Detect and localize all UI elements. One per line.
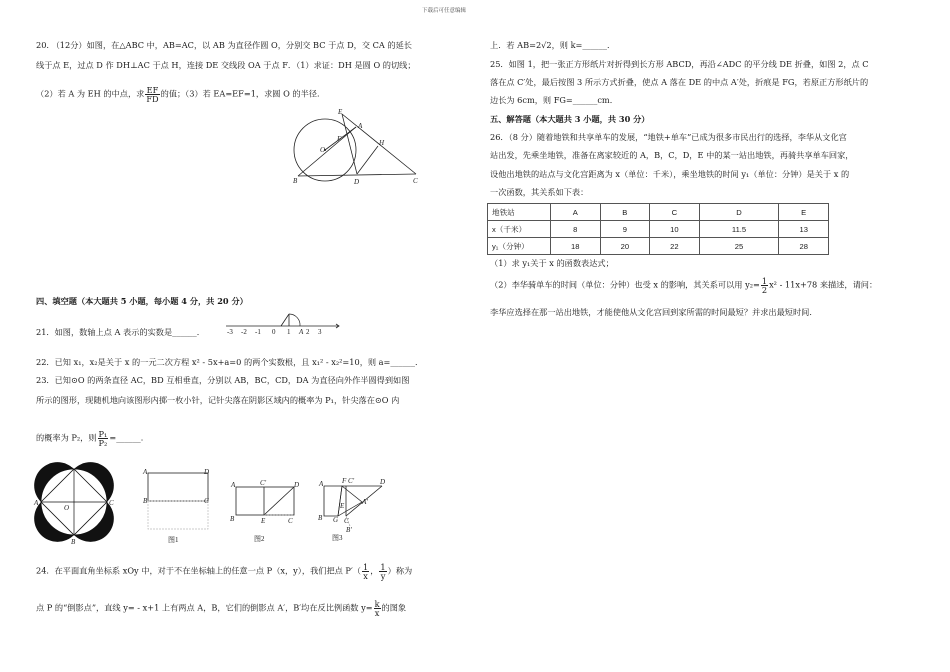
table-row: x（千米） 8 9 10 11.5 13: [488, 221, 829, 238]
q20-circle-figure: [280, 108, 430, 190]
svg-text:A: A: [299, 328, 304, 336]
svg-text:A': A': [362, 498, 368, 506]
label-D: D: [354, 178, 360, 186]
q24-line2: 点 P 的“倒影点”，直线 y= - x+1 上有两点 A，B，它们的倒影点 A′，B′均在反比例函数 y= $\frac{k}{x}$ 的图象: [36, 599, 407, 618]
q25-figure1: [140, 466, 214, 542]
label-O: O: [320, 146, 326, 154]
svg-text:D: D: [294, 481, 300, 489]
q22-text: 22．已知 x₁，x₂是关于 x 的一元二次方程 x² - 5x+a=0 的两个实数根，且 x₁² - x₂²=10，则 a=______．: [36, 357, 424, 367]
label-B: B: [293, 177, 298, 185]
svg-text:D: D: [71, 461, 77, 469]
svg-text:B': B': [346, 526, 352, 534]
q23-line3: 的概率为 P₂，则 $\frac{\text{P₁}}{\text{P₂}}$ =______．: [36, 429, 149, 448]
q25-figure2: [228, 478, 302, 542]
svg-text:F: F: [342, 477, 347, 485]
q26-line4: 一次函数，其关系如下表：: [490, 187, 589, 197]
q23-circle-figure: [34, 462, 118, 546]
label-C: C: [413, 177, 418, 185]
svg-text:B: B: [143, 497, 148, 505]
q20-line2: 线于点 E，过点 D 作 DH⊥AC 于点 H，连接 DE 交线段 OA 于点 F．（1）求证：DH 是圆 O 的切线；: [36, 60, 416, 70]
q21-text: 21．如图，数轴上点 A 表示的实数是______．: [36, 327, 205, 337]
q23-line2: 所示的图形，现随机地向该图形内掷一枚小针，记针尖落在阴影区域内的概率为 P₁，针尖落在⊙O 内: [36, 395, 400, 405]
svg-text:3: 3: [318, 328, 322, 336]
fig1-caption: 图1: [168, 536, 179, 544]
q20-line3: （2）若 A 为 EH 的中点，求 $\frac{EF}{FD}$ 的值；（3）若 EA=EF=1，求圆 O 的半径．: [36, 85, 326, 104]
q26-part2: （2）李华骑单车的时间（单位：分钟）也受 x 的影响，其关系可以用 y₂= $\frac{1}{2}$ x² - 11x+78 来描述，请问：: [490, 276, 878, 295]
q20-line1: 20. （12分）如图，在△ABC 中，AB=AC，以 AB 为直径作圆 O，分别交 BC 于点 D，交 CA 的延长: [36, 40, 412, 50]
label-A: A: [358, 122, 363, 130]
q26-line2: 站出发，先乘坐地铁，准备在离家较近的 A，B，C，D，E 中的某一站出地铁，再骑共享单车回家，: [490, 150, 854, 160]
q25-line3: 边长为 6cm，则 FG=______cm．: [490, 95, 618, 105]
svg-text:B: B: [230, 515, 235, 523]
svg-text:C: C: [204, 497, 209, 505]
svg-text:E: E: [261, 517, 266, 525]
q25-figure3: [316, 474, 390, 544]
svg-text:C': C': [348, 477, 355, 485]
q25-line1: 25．如图 1，把一张正方形纸片对折得到长方形 ABCD，再沿∠ADC 的平分线 DE 折叠，如图 2，点 C: [490, 59, 869, 69]
svg-text:C: C: [344, 517, 349, 525]
svg-text:A: A: [34, 499, 39, 507]
q26-part1: （1）求 y₁关于 x 的函数表达式；: [490, 258, 614, 268]
label-F: F: [337, 135, 342, 143]
svg-text:A: A: [143, 468, 148, 476]
section4-title: 四、填空题（本大题共 5 小题，每小题 4 分，共 20 分）: [36, 296, 248, 306]
q26-line1: 26．（8 分）随着地铁和共享单车的发展，“地铁+单车”已成为很多市民出行的选择，李华从文化宫: [490, 132, 847, 142]
svg-text:A: A: [319, 480, 324, 488]
svg-text:A: A: [231, 481, 236, 489]
svg-text:-3: -3: [227, 328, 233, 336]
fig2-caption: 图2: [254, 535, 265, 543]
svg-text:2: 2: [306, 328, 310, 336]
svg-text:C: C: [109, 499, 114, 507]
svg-text:D: D: [380, 478, 386, 486]
svg-text:D: D: [204, 468, 210, 476]
q26-part3: 李华应选择在那一站出地铁，才能使他从文化宫回到家所需的时间最短？并求出最短时间．: [490, 307, 818, 317]
svg-text:G: G: [333, 516, 339, 524]
table-row: y₁（分钟） 18 20 22 25 28: [488, 238, 829, 255]
svg-text:O: O: [64, 504, 70, 512]
svg-text:-1: -1: [255, 328, 261, 336]
svg-text:-2: -2: [241, 328, 247, 336]
q26-table: [487, 203, 829, 255]
q26-line3: 设他出地铁的站点与文化宫距离为 x（单位：千米），乘坐地铁的时间 y₁（单位：分钟）是关于 x 的: [490, 169, 850, 179]
svg-text:B: B: [71, 538, 76, 546]
table-header-row: 地铁站 A B C D E: [488, 204, 829, 221]
svg-text:C: C: [288, 517, 293, 525]
q21-number-line: [224, 312, 344, 336]
section5-title: 五、解答题（本大题共 3 小题，共 30 分）: [490, 114, 650, 124]
svg-text:C': C': [260, 479, 267, 487]
svg-text:B: B: [318, 514, 323, 522]
q23-line1: 23．已知⊙O 的两条直径 AC，BD 互相垂直，分别以 AB，BC，CD，DA 为直径向外作半圆得到如图: [36, 375, 410, 385]
q24-line1: 24．在平面直角坐标系 xOy 中，对于不在坐标轴上的任意一点 P（x，y），我们把点 P′（ $\frac{1}{x}$ ， $\frac{1}{y}$ ）称为: [36, 562, 413, 581]
svg-text:E: E: [340, 502, 345, 510]
label-H: H: [379, 139, 385, 147]
page-header: 下载后可任意编辑: [422, 8, 467, 14]
svg-text:1: 1: [287, 328, 291, 336]
q24-continuation: 上．若 AB=2√2，则 k=______．: [490, 40, 616, 50]
fig3-caption: 图3: [332, 534, 343, 542]
svg-text:0: 0: [272, 328, 276, 336]
label-E: E: [338, 108, 343, 116]
q25-line2: 落在点 C′处，最后按图 3 所示方式折叠，使点 A 落在 DE 的中点 A′处，折痕是 FG，若原正方形纸片的: [490, 77, 869, 87]
